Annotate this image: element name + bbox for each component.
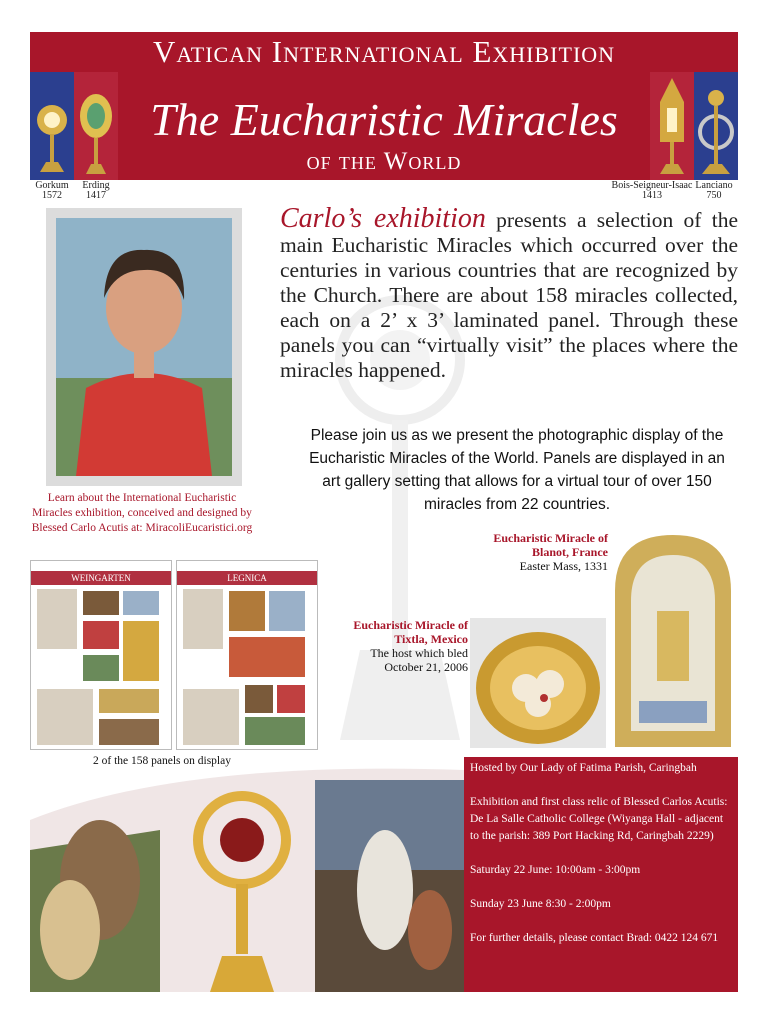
header-line3: of the World <box>306 148 462 175</box>
caption-place: Erding <box>82 180 110 191</box>
monstrance-caption-gorkum <box>30 181 74 201</box>
caption-year: 750 <box>706 190 722 201</box>
miracle-date: October 21, 2006 <box>384 660 468 674</box>
monstrance-caption-bois-seigneur-isaac <box>610 181 694 201</box>
caption-place: Bois-Seigneur-Isaac <box>611 180 693 191</box>
join-paragraph: Please join us as we present the photographic display of the Eucharistic Miracles of the World. Panels are displayed in an art gallery setting that allows for a virtual tour of over 150 miracles from 22 countries. <box>309 427 725 513</box>
event-contact: For further details, please contact Brad: 0422 124 671 <box>470 932 719 944</box>
event-host: Hosted by Our Lady of Fatima Parish, Caringbah <box>470 762 697 774</box>
miracle-title: Eucharistic Miracle of Blanot, France <box>493 531 608 559</box>
miracle-title: Eucharistic Miracle of Tixtla, Mexico <box>353 618 468 646</box>
caption-place: Lanciano <box>695 180 733 191</box>
intro-body: presents a selection of the main Eucharistic Miracles which occurred over the centuries in various countries that are recognized by the Church. There are about 158 miracles collected, each on a 2’ x 3’ laminated panel. Through these panels you can “virtually visit” the places where the miracles happened. <box>280 208 738 382</box>
miracle-blanot-caption <box>466 531 608 573</box>
miracle-subtitle: The host which bled <box>370 646 468 660</box>
panel-weingarten <box>30 560 172 750</box>
caption-year: 1413 <box>642 190 662 201</box>
miracle-subtitle: Easter Mass, 1331 <box>519 559 608 573</box>
panel-title: WEINGARTEN <box>31 571 171 585</box>
panel-legnica <box>176 560 318 750</box>
blanot-reliquary-image <box>611 531 735 747</box>
panel-title: LEGNICA <box>177 571 317 585</box>
header-banner <box>30 32 738 180</box>
tixtla-host-image <box>470 618 606 748</box>
event-info-box <box>464 757 738 992</box>
caption-year: 1572 <box>42 190 62 201</box>
panels-caption: 2 of the 158 panels on display <box>93 755 231 767</box>
monstrance-caption-lanciano <box>690 181 738 201</box>
learn-caption: Learn about the International Eucharistic Miracles exhibition, conceived and designed by Blessed Carlo Acutis at: MiracoliEucaristici.org <box>31 492 253 534</box>
intro-paragraph <box>280 203 738 383</box>
event-sunday: Sunday 23 June 8:30 - 2:00pm <box>470 898 611 910</box>
header-line1: Vatican International Exhibition <box>152 34 616 69</box>
miracle-tixtla-caption <box>326 618 468 674</box>
event-location: Exhibition and first class relic of Blessed Carlos Acutis: De La Salle Catholic College (Wiyanga Hall - adjacent to the parish: 389 Port Hacking Rd, Caringbah 2229) <box>470 796 728 842</box>
event-saturday: Saturday 22 June: 10:00am - 3:00pm <box>470 864 641 876</box>
intro-lead: Carlo’s exhibition <box>280 203 486 234</box>
caption-year: 1417 <box>86 190 106 201</box>
carlo-acutis-photo <box>46 208 242 486</box>
bottom-artwork <box>30 760 464 992</box>
caption-place: Gorkum <box>35 180 69 191</box>
header-title: The Eucharistic Miracles <box>150 94 618 145</box>
monstrance-caption-erding <box>74 181 118 201</box>
